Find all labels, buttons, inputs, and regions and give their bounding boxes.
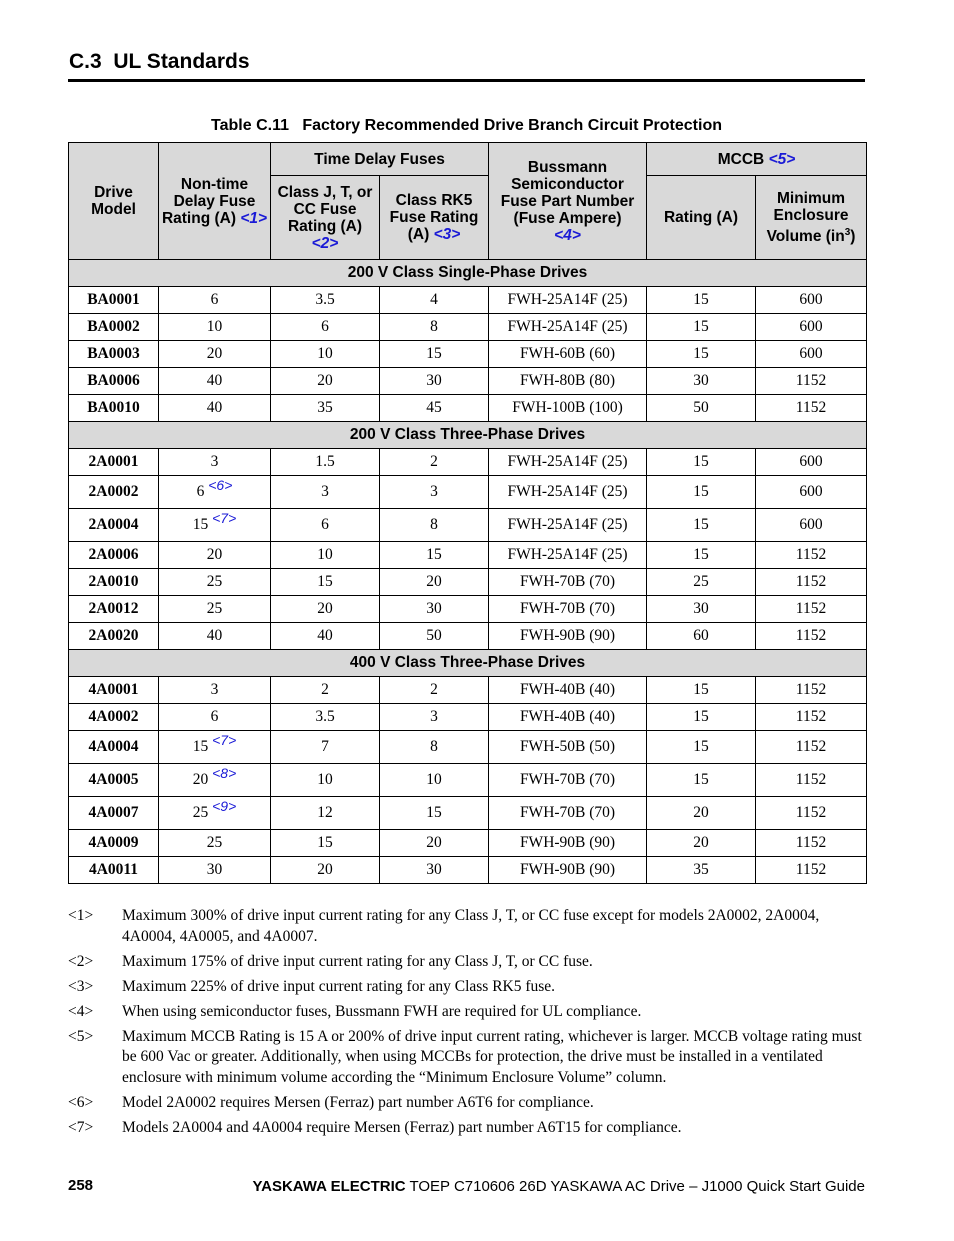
cell-mccb-rating: 20 <box>647 797 756 830</box>
table-row <box>69 341 867 368</box>
cell-mccb-rating: 15 <box>647 449 756 476</box>
cell-drive-model: 2A0006 <box>69 542 159 569</box>
cell-bussmann-part: FWH-70B (70) <box>489 797 647 830</box>
footnote-ref-link[interactable]: <7> <box>212 732 237 748</box>
cell-class-rk5: 15 <box>380 797 489 830</box>
cell-class-rk5: 20 <box>380 830 489 857</box>
cell-bussmann-part: FWH-25A14F (25) <box>489 542 647 569</box>
cell-mccb-rating: 30 <box>647 368 756 395</box>
cell-enclosure-volume: 600 <box>756 341 867 368</box>
section-title: UL Standards <box>113 50 250 73</box>
cell-nontime-rating <box>159 731 271 764</box>
section-row <box>69 422 867 449</box>
footnote-tag: <4> <box>68 1002 94 1020</box>
table-row <box>69 368 867 395</box>
cell-drive-model: BA0010 <box>69 395 159 422</box>
rating-value: 20 <box>192 771 209 788</box>
cell-bussmann-part: FWH-25A14F (25) <box>489 287 647 314</box>
cell-nontime-rating: 40 <box>159 623 271 650</box>
cell-class-jtcc: 10 <box>271 542 380 569</box>
footnote <box>68 906 868 947</box>
footnote-tag: <2> <box>68 952 94 970</box>
header-class-jtcc: Class J, T, or CC Fuse Rating (A) <2> <box>271 176 380 260</box>
table-row <box>69 677 867 704</box>
cell-bussmann-part: FWH-25A14F (25) <box>489 314 647 341</box>
table-row <box>69 731 867 764</box>
cell-drive-model: 4A0011 <box>69 857 159 884</box>
table-row <box>69 287 867 314</box>
cell-class-jtcc: 20 <box>271 857 380 884</box>
footnote-ref-link[interactable]: <7> <box>212 510 237 526</box>
cell-class-rk5: 10 <box>380 764 489 797</box>
cell-class-rk5: 8 <box>380 314 489 341</box>
cell-bussmann-part: FWH-40B (40) <box>489 677 647 704</box>
footnote-ref-link[interactable]: <8> <box>212 765 237 781</box>
cell-drive-model: BA0006 <box>69 368 159 395</box>
footnote <box>68 1002 868 1023</box>
ref-link-5[interactable]: <5> <box>768 150 796 168</box>
rating-value: 15 <box>192 738 209 755</box>
footnote <box>68 1118 868 1139</box>
cell-mccb-rating: 15 <box>647 677 756 704</box>
cell-class-rk5: 3 <box>380 704 489 731</box>
cell-mccb-rating: 15 <box>647 314 756 341</box>
cell-class-rk5: 15 <box>380 542 489 569</box>
cell-class-jtcc: 20 <box>271 596 380 623</box>
cell-class-jtcc: 15 <box>271 569 380 596</box>
footnote-text: Models 2A0004 and 4A0004 require Mersen (Ferraz) part number A6T15 for compliance. <box>122 1118 682 1136</box>
cell-enclosure-volume: 1152 <box>756 677 867 704</box>
cell-class-jtcc: 2 <box>271 677 380 704</box>
table-caption <box>68 117 865 135</box>
cell-mccb-rating: 20 <box>647 830 756 857</box>
table-row <box>69 314 867 341</box>
cell-drive-model: 4A0009 <box>69 830 159 857</box>
ref-link-4[interactable]: <4> <box>554 226 581 244</box>
cell-bussmann-part: FWH-70B (70) <box>489 764 647 797</box>
cell-class-jtcc: 10 <box>271 341 380 368</box>
header-min-enclosure-volume: Minimum Enclosure Volume $(in^3)$ <box>756 176 867 260</box>
cell-mccb-rating: 15 <box>647 509 756 542</box>
footnote-text: Maximum 225% of drive input current rating for any Class RK5 fuse. <box>122 977 556 995</box>
cell-nontime-rating <box>159 797 271 830</box>
cell-class-rk5: 20 <box>380 569 489 596</box>
table-header <box>69 143 867 260</box>
cell-nontime-rating <box>159 509 271 542</box>
cell-bussmann-part: FWH-80B (80) <box>489 368 647 395</box>
cell-enclosure-volume: 1152 <box>756 704 867 731</box>
cell-mccb-rating: 30 <box>647 596 756 623</box>
heading-rule <box>68 79 865 82</box>
cell-class-jtcc: 6 <box>271 509 380 542</box>
cell-class-rk5: 15 <box>380 341 489 368</box>
cell-nontime-rating <box>159 764 271 797</box>
cell-class-jtcc: 1.5 <box>271 449 380 476</box>
cell-drive-model: 2A0001 <box>69 449 159 476</box>
cell-bussmann-part: FWH-70B (70) <box>489 569 647 596</box>
cell-enclosure-volume: 1152 <box>756 830 867 857</box>
header-time-delay-fuses: Time Delay Fuses <box>271 143 489 176</box>
cell-nontime-rating: 10 <box>159 314 271 341</box>
footnote <box>68 977 868 998</box>
section-number: C.3 <box>69 50 102 73</box>
cell-enclosure-volume: 1152 <box>756 569 867 596</box>
cell-bussmann-part: FWH-100B (100) <box>489 395 647 422</box>
footnote-tag: <5> <box>68 1027 94 1045</box>
cell-mccb-rating: 25 <box>647 569 756 596</box>
footnote <box>68 1093 868 1114</box>
table-row <box>69 797 867 830</box>
table-row <box>69 704 867 731</box>
table-row <box>69 569 867 596</box>
cell-class-jtcc: 35 <box>271 395 380 422</box>
cell-enclosure-volume: 1152 <box>756 542 867 569</box>
cell-nontime-rating: 6 <box>159 287 271 314</box>
section-title: 200 V Class Three-Phase Drives <box>69 422 867 449</box>
cell-nontime-rating: 20 <box>159 542 271 569</box>
cell-class-jtcc: 10 <box>271 764 380 797</box>
cell-class-jtcc: 3 <box>271 476 380 509</box>
cell-class-rk5: 8 <box>380 731 489 764</box>
cell-enclosure-volume: 1152 <box>756 596 867 623</box>
footnote-tag: <6> <box>68 1093 94 1111</box>
header-drive-model: Drive Model <box>69 143 159 260</box>
header-nontime-delay: Non-time Delay Fuse Rating (A) <1> <box>159 143 271 260</box>
cell-mccb-rating: 50 <box>647 395 756 422</box>
cell-drive-model: 2A0020 <box>69 623 159 650</box>
footnote-tag: <3> <box>68 977 94 995</box>
cell-class-rk5: 30 <box>380 368 489 395</box>
cell-class-jtcc: 7 <box>271 731 380 764</box>
footnote-text: Maximum 175% of drive input current rating for any Class J, T, or CC fuse. <box>122 952 593 970</box>
cell-nontime-rating: 25 <box>159 596 271 623</box>
footnotes <box>68 906 868 1143</box>
cell-bussmann-part: FWH-90B (90) <box>489 857 647 884</box>
cell-mccb-rating: 15 <box>647 542 756 569</box>
page-number: 258 <box>68 1177 94 1194</box>
cell-drive-model: 4A0005 <box>69 764 159 797</box>
cell-class-jtcc: 12 <box>271 797 380 830</box>
cell-bussmann-part: FWH-90B (90) <box>489 623 647 650</box>
footer-brand: YASKAWA ELECTRIC <box>252 1178 406 1195</box>
header-bussmann: Bussmann Semiconductor Fuse Part Number (Fuse Ampere) <4> <box>489 143 647 260</box>
cell-nontime-rating: 3 <box>159 677 271 704</box>
cell-drive-model: 4A0002 <box>69 704 159 731</box>
cell-drive-model: BA0001 <box>69 287 159 314</box>
table-row <box>69 830 867 857</box>
cell-mccb-rating: 15 <box>647 341 756 368</box>
table-body <box>69 260 867 884</box>
rating-value: 6 <box>196 483 205 500</box>
footnote-text: Maximum 300% of drive input current rating for any Class J, T, or CC fuse except for models 2A0002, 2A0004, 4A0004, 4A0005, and 4A0007. <box>122 907 820 945</box>
cell-drive-model: 4A0001 <box>69 677 159 704</box>
cell-enclosure-volume: 1152 <box>756 623 867 650</box>
cell-bussmann-part: FWH-40B (40) <box>489 704 647 731</box>
cell-nontime-rating: 40 <box>159 368 271 395</box>
footer-document <box>253 1178 866 1195</box>
cell-nontime-rating <box>159 476 271 509</box>
cell-mccb-rating: 15 <box>647 731 756 764</box>
cell-class-rk5: 45 <box>380 395 489 422</box>
table-row <box>69 449 867 476</box>
cell-drive-model: 2A0004 <box>69 509 159 542</box>
cell-enclosure-volume: 1152 <box>756 764 867 797</box>
table-row <box>69 542 867 569</box>
cell-drive-model: BA0002 <box>69 314 159 341</box>
section-heading <box>69 50 250 74</box>
footnote <box>68 952 868 973</box>
footnote-tag: <1> <box>68 907 94 924</box>
table-row <box>69 764 867 797</box>
cell-class-jtcc: 15 <box>271 830 380 857</box>
cell-class-jtcc: 3.5 <box>271 704 380 731</box>
cell-nontime-rating: 40 <box>159 395 271 422</box>
cell-drive-model: 4A0004 <box>69 731 159 764</box>
cell-enclosure-volume: 600 <box>756 476 867 509</box>
cell-class-jtcc: 6 <box>271 314 380 341</box>
header-mccb-rating: Rating (A) <box>647 176 756 260</box>
cell-class-jtcc: 40 <box>271 623 380 650</box>
cell-enclosure-volume: 600 <box>756 287 867 314</box>
cell-bussmann-part: FWH-25A14F (25) <box>489 476 647 509</box>
ref-link-1[interactable]: <1> <box>240 209 268 227</box>
cell-class-jtcc: 20 <box>271 368 380 395</box>
cell-bussmann-part: FWH-60B (60) <box>489 341 647 368</box>
ref-link-2[interactable]: <2> <box>311 234 339 252</box>
cell-mccb-rating: 60 <box>647 623 756 650</box>
footnote-text: When using semiconductor fuses, Bussmann FWH are required for UL compliance. <box>122 1002 642 1020</box>
cell-bussmann-part: FWH-50B (50) <box>489 731 647 764</box>
table-row <box>69 476 867 509</box>
cell-bussmann-part: FWH-90B (90) <box>489 830 647 857</box>
protection-table <box>68 142 867 884</box>
cell-enclosure-volume: 600 <box>756 314 867 341</box>
rating-value: 25 <box>192 804 209 821</box>
ref-link-3[interactable]: <3> <box>433 226 461 243</box>
cell-nontime-rating: 20 <box>159 341 271 368</box>
caption-title: Factory Recommended Drive Branch Circuit Protection <box>302 117 722 134</box>
table-row <box>69 395 867 422</box>
cell-enclosure-volume: 1152 <box>756 731 867 764</box>
header-mccb: MCCB <5> <box>647 143 867 176</box>
cell-class-rk5: 8 <box>380 509 489 542</box>
cell-nontime-rating: 3 <box>159 449 271 476</box>
cell-mccb-rating: 15 <box>647 287 756 314</box>
cell-bussmann-part: FWH-70B (70) <box>489 596 647 623</box>
cell-nontime-rating: 30 <box>159 857 271 884</box>
table-row <box>69 509 867 542</box>
cell-drive-model: 4A0007 <box>69 797 159 830</box>
cell-mccb-rating: 15 <box>647 764 756 797</box>
table-row <box>69 623 867 650</box>
section-title: 200 V Class Single-Phase Drives <box>69 260 867 287</box>
footnote-tag: <7> <box>68 1118 94 1136</box>
section-title: 400 V Class Three-Phase Drives <box>69 650 867 677</box>
cell-class-rk5: 50 <box>380 623 489 650</box>
cell-mccb-rating: 15 <box>647 704 756 731</box>
cell-drive-model: 2A0002 <box>69 476 159 509</box>
cell-class-rk5: 2 <box>380 449 489 476</box>
cell-class-rk5: 4 <box>380 287 489 314</box>
cell-bussmann-part: FWH-25A14F (25) <box>489 509 647 542</box>
table-row <box>69 857 867 884</box>
section-row <box>69 260 867 287</box>
header-class-rk5: Class RK5 Fuse Rating (A) <3> <box>380 176 489 260</box>
cell-enclosure-volume: 600 <box>756 449 867 476</box>
cell-enclosure-volume: 1152 <box>756 368 867 395</box>
cell-class-jtcc: 3.5 <box>271 287 380 314</box>
cell-drive-model: 2A0012 <box>69 596 159 623</box>
cell-drive-model: 2A0010 <box>69 569 159 596</box>
cell-mccb-rating: 35 <box>647 857 756 884</box>
footnote-text: Maximum MCCB Rating is 15 A or 200% of drive input current rating, whichever is larger. MCCB voltage rating must be 600 Vac or greater. Additionally, when using MCCBs for protection, the drive must be installed in a ventilated enclosure with minimum volume according the “Minimum Enclosure Volume” column. <box>122 1027 862 1086</box>
footer-title: TOEP C710606 26D YASKAWA AC Drive – J1000 Quick Start Guide <box>409 1178 865 1195</box>
footnote-ref-link[interactable]: <9> <box>212 798 237 814</box>
cell-nontime-rating: 25 <box>159 830 271 857</box>
cell-enclosure-volume: 1152 <box>756 857 867 884</box>
cell-enclosure-volume: 1152 <box>756 395 867 422</box>
cell-class-rk5: 3 <box>380 476 489 509</box>
cell-nontime-rating: 25 <box>159 569 271 596</box>
footnote-ref-link[interactable]: <6> <box>208 477 233 493</box>
caption-number: Table C.11 <box>211 117 289 134</box>
cell-enclosure-volume: 600 <box>756 509 867 542</box>
section-row <box>69 650 867 677</box>
cell-enclosure-volume: 1152 <box>756 797 867 830</box>
cell-class-rk5: 30 <box>380 857 489 884</box>
cell-mccb-rating: 15 <box>647 476 756 509</box>
cell-bussmann-part: FWH-25A14F (25) <box>489 449 647 476</box>
cell-drive-model: BA0003 <box>69 341 159 368</box>
footnote <box>68 1027 868 1089</box>
table-row <box>69 596 867 623</box>
footnote-text: Model 2A0002 requires Mersen (Ferraz) part number A6T6 for compliance. <box>122 1093 594 1111</box>
rating-value: 15 <box>192 516 209 533</box>
cell-nontime-rating: 6 <box>159 704 271 731</box>
cell-class-rk5: 2 <box>380 677 489 704</box>
cell-class-rk5: 30 <box>380 596 489 623</box>
